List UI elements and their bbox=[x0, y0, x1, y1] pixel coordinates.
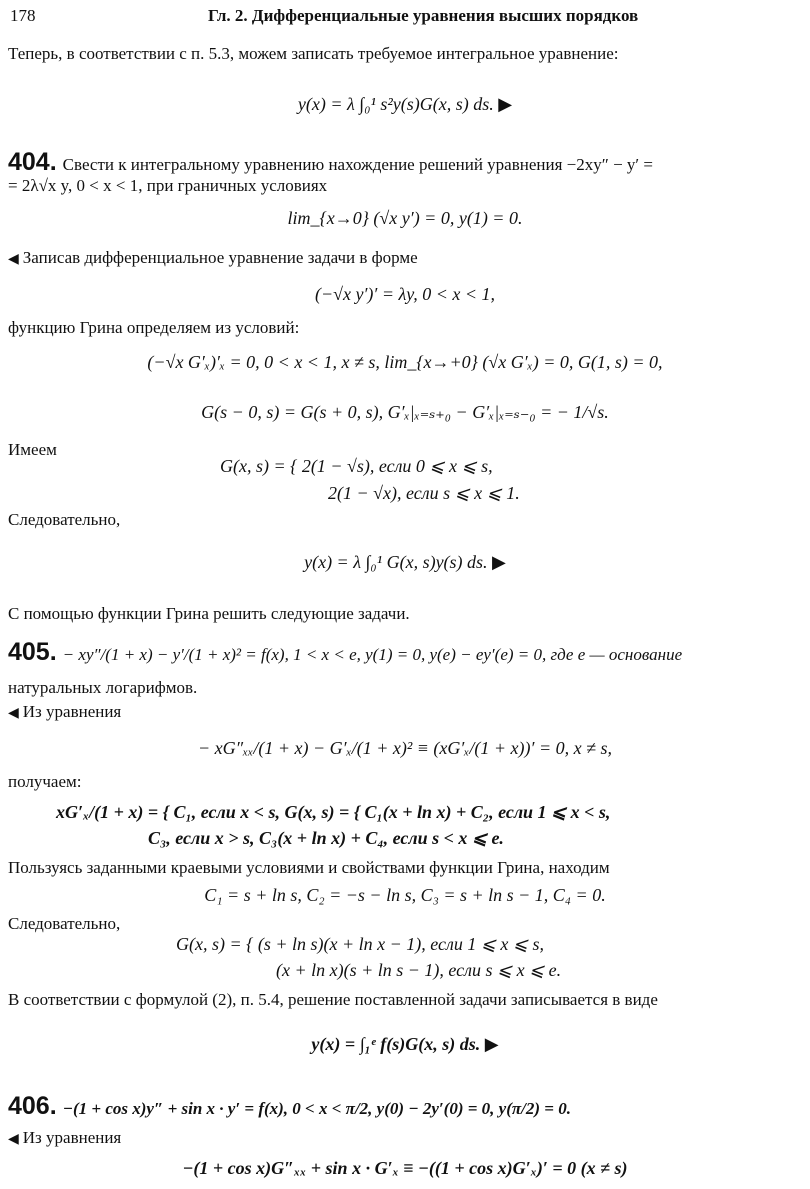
page-number: 178 bbox=[10, 6, 36, 25]
formula: y(x) = ∫₁ᵉ f(s)G(x, s) ds. ▶ bbox=[311, 1034, 499, 1054]
text-content: Из уравнения bbox=[22, 1128, 122, 1147]
formula: 2(1 − √x), если s ⩽ x ⩽ 1. bbox=[328, 483, 520, 503]
formula: xG′ₓ/(1 + x) = { C₁, если x < s, G(x, s) = { C₁(x + ln x) + C₂, если 1 ⩽ x < s, bbox=[56, 802, 611, 822]
text-line: Имеем bbox=[8, 440, 57, 459]
text-content: Из уравнения bbox=[22, 702, 122, 721]
text-line: Следовательно, bbox=[8, 914, 121, 933]
text-line: С помощью функции Грина решить следующие задачи. bbox=[8, 604, 410, 623]
text-line: функцию Грина определяем из условий: bbox=[8, 318, 300, 337]
text-line: Пользуясь заданными краевыми условиями и свойствами функции Грина, находим bbox=[8, 858, 610, 877]
text-line bbox=[8, 702, 800, 724]
text-line: Следовательно, bbox=[8, 510, 121, 529]
formula: G(s − 0, s) = G(s + 0, s), G′ₓ|ₓ₌ₛ₊₀ − G′ₓ|ₓ₌ₛ₋₀ = − 1/√s. bbox=[201, 402, 609, 422]
problem-text: Свести к интегральному уравнению нахождение решений уравнения −2xy″ − y′ = bbox=[62, 155, 653, 174]
formula: G(x, s) = { (s + ln s)(x + ln x − 1), если 1 ⩽ x ⩽ s, bbox=[176, 934, 544, 954]
formula: − xG″ₓₓ/(1 + x) − G′ₓ/(1 + x)² ≡ (xG′ₓ/(1 + x))′ = 0, x ≠ s, bbox=[198, 738, 612, 758]
problem-text: − xy″/(1 + x) − y′/(1 + x)² = f(x), 1 < x < e, y(1) = 0, y(e) − ey′(e) = 0, где e — основание bbox=[62, 645, 683, 664]
formula: (−√x G′ₓ)′ₓ = 0, 0 < x < 1, x ≠ s, lim_{x→+0} (√x G′ₓ) = 0, G(1, s) = 0, bbox=[147, 352, 663, 372]
problem-number: 405. bbox=[8, 638, 57, 666]
problem-405 bbox=[8, 638, 800, 666]
problem-404 bbox=[8, 148, 800, 176]
problem-text: −(1 + cos x)y″ + sin x · y′ = f(x), 0 < x < π/2, y(0) − 2y′(0) = 0, y(π/2) = 0. bbox=[62, 1099, 571, 1118]
text-content: Записав дифференциальное уравнение задачи в форме bbox=[22, 248, 418, 267]
formula: (x + ln x)(s + ln s − 1), если s ⩽ x ⩽ e. bbox=[276, 960, 562, 980]
formula: −(1 + cos x)G″ₓₓ + sin x · G′ₓ ≡ −((1 + cos x)G′ₓ)′ = 0 (x ≠ s) bbox=[182, 1158, 628, 1178]
text-line bbox=[8, 248, 800, 270]
problem-number: 406. bbox=[8, 1092, 57, 1120]
text-line bbox=[8, 1128, 800, 1150]
formula: C₁ = s + ln s, C₂ = −s − ln s, C₃ = s + ln s − 1, C₄ = 0. bbox=[204, 885, 606, 905]
triangle-left-icon: ◀ bbox=[8, 1132, 19, 1147]
formula: C₃, если x > s, C₃(x + ln x) + C₄, если s < x ⩽ e. bbox=[148, 828, 504, 848]
text-line: натуральных логарифмов. bbox=[8, 678, 198, 697]
problem-number: 404. bbox=[8, 148, 57, 176]
formula: G(x, s) = { 2(1 − √s), если 0 ⩽ x ⩽ s, bbox=[220, 456, 493, 476]
formula: y(x) = λ ∫₀¹ G(x, s)y(s) ds. ▶ bbox=[304, 552, 506, 572]
text-line: получаем: bbox=[8, 772, 82, 791]
chapter-title: Гл. 2. Дифференциальные уравнения высших порядков bbox=[208, 6, 639, 25]
triangle-left-icon: ◀ bbox=[8, 252, 19, 267]
text-line: В соответствии с формулой (2), п. 5.4, решение поставленной задачи записывается в виде bbox=[8, 990, 658, 1009]
problem-406 bbox=[8, 1092, 800, 1120]
formula: y(x) = λ ∫₀¹ s²y(s)G(x, s) ds. ▶ bbox=[297, 94, 513, 114]
text-line: = 2λ√x y, 0 < x < 1, при граничных условиях bbox=[8, 176, 328, 195]
formula: lim_{x→0} (√x y′) = 0, y(1) = 0. bbox=[287, 208, 523, 228]
triangle-left-icon: ◀ bbox=[8, 706, 19, 721]
formula: (−√x y′)′ = λy, 0 < x < 1, bbox=[314, 284, 496, 304]
text-line: Теперь, в соответствии с п. 5.3, можем записать требуемое интегральное уравнение: bbox=[8, 44, 619, 63]
